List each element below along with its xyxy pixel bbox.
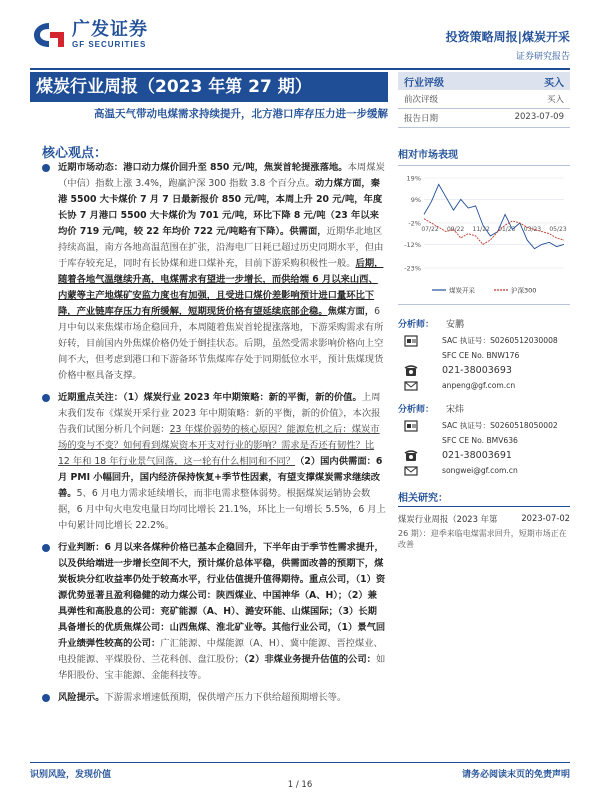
- sidebar: [398, 72, 570, 550]
- footer-slogan: 识别风险，发现价值: [30, 770, 112, 780]
- related-item-title[interactable]: 煤炭行业周报（2023 年第: [398, 514, 498, 524]
- paragraph-text: 供需面，: [289, 226, 327, 237]
- y-tick-label: -23%: [404, 264, 421, 273]
- series-line: [424, 219, 567, 245]
- logo-cn: 广发证券: [72, 19, 148, 40]
- phone-icon: [404, 364, 418, 378]
- report-title: 煤炭行业周报（2023 年第 27 期）: [36, 77, 312, 97]
- report-type: 投资策略周报|煤炭开采: [445, 30, 570, 44]
- prev-rating-label: 前次评级: [404, 95, 439, 105]
- main-content: [42, 160, 386, 712]
- related-title: 相关研究：: [398, 489, 570, 507]
- title-bar: [30, 72, 388, 102]
- paragraph-text: 风险提示。: [58, 692, 105, 703]
- core-view-paragraph: [42, 160, 386, 384]
- id-card-icon: [404, 419, 418, 433]
- analyst-phone: [398, 365, 570, 376]
- analyst-cert-text: SAC 执证号：S0260512030008: [442, 336, 558, 345]
- paragraph-text: 焦煤方面，: [327, 306, 375, 317]
- core-view-heading: 核心观点：: [42, 146, 108, 161]
- prev-rating-value: 买入: [546, 95, 564, 105]
- analyst-cert: [398, 335, 570, 346]
- x-tick-label: 05/23: [549, 226, 567, 233]
- id-card-icon: [404, 334, 418, 348]
- header-divider: [30, 68, 570, 70]
- analyst-email-text[interactable]: songwei@gf.com.cn: [442, 466, 518, 475]
- relative-performance-chart: [398, 165, 570, 305]
- analyst-ce: [398, 351, 570, 360]
- report-date-label: 报告日期: [404, 114, 439, 124]
- analyst-email[interactable]: [398, 381, 570, 390]
- paragraph-text: 23 年煤价弱势的核心原因？能源危机之后：煤炭市场的变与不变？如何看到煤炭资本开支对行业的影响？需求是否还有韧性？比 12 年和 18 年行业景气回落，这一轮有什么相同和不同？: [58, 424, 380, 467]
- logo-en: GF SECURITIES: [72, 40, 147, 49]
- analyst-card: [398, 402, 570, 475]
- x-tick-label: 11/22: [472, 226, 490, 233]
- y-tick-label: -2%: [408, 219, 421, 228]
- bullet-icon: [42, 694, 50, 702]
- paragraph-text: 6 月中旬以来焦煤市场企稳回升，本周随着焦炭首轮提涨落地，下游采购需求有所好转，目前国内外焦煤价格仍处于倒挂状态。后期，虽然受需求影响价格向上空间不大，但考虑到港口和下游备环节焦煤库存处于同期低位水平，预计焦煤现货价格中枢具备支撑。: [58, 306, 384, 381]
- core-view-paragraph: [42, 540, 386, 684]
- analyst-phone: [398, 450, 570, 461]
- analyst-email[interactable]: [398, 466, 570, 475]
- x-tick-label: 07/22: [421, 226, 439, 233]
- related-item[interactable]: [398, 513, 570, 525]
- company-logo: [30, 20, 148, 50]
- legend-label: 沪深300: [511, 286, 537, 295]
- x-tick-label: 09/22: [446, 226, 465, 233]
- y-tick-label: 9%: [410, 195, 421, 204]
- page-header: [0, 0, 600, 62]
- x-tick-label: 01/23: [498, 226, 516, 233]
- related-research: [398, 489, 570, 550]
- analyst-ce-text: SFC CE No. BMV636: [442, 436, 518, 445]
- paragraph-text: （2）非煤业务提升估值的公司：: [243, 654, 376, 665]
- rating-value: 买入: [544, 77, 564, 89]
- paragraph-text: 5、6 月电力需求延续增长，而非电需求整体弱势。根据煤炭运销协会数据，6 月中旬火电发电量日均同比增长 21.1%，环比上一旬增长 5.5%，6 月上中旬累计同比增长 22.2%。: [58, 488, 386, 531]
- email-icon: [404, 379, 418, 393]
- paragraph-text: （2）国内供需面：6 月 PMI 小幅回升，国内经济保持恢复+季节性因素，有望支撑煤炭需求继续改善。: [58, 456, 383, 499]
- analyst-cert: [398, 420, 570, 431]
- analyst-phone-text: 021-38003691: [442, 450, 512, 461]
- gf-logo-icon: [30, 20, 68, 50]
- analyst-phone-text: 021-38003693: [442, 365, 512, 376]
- analyst-ce: [398, 436, 570, 445]
- email-icon: [404, 464, 418, 478]
- analyst-list: [398, 317, 570, 475]
- analyst-name: 分析师： 宋炜: [398, 405, 465, 415]
- paragraph-text: 后期，随着各地气温继续升高，电煤需求有望进一步增长，而供给端 6 月以来山西、内蒙等主产地煤矿安监力度也有加强，且受进口煤价差影响预计进口量环比下降，产业链库存压力有所缓解，短期现货价格有望延续底部企稳。: [58, 258, 384, 317]
- bullet-icon: [42, 394, 50, 402]
- prev-rating-row: [398, 90, 570, 109]
- chart-svg: [398, 166, 570, 306]
- paragraph-text: 下游需求增速低预期，保供增产压力下供给超预期增长等。: [104, 692, 347, 703]
- chart-title: 相对市场表现: [398, 150, 458, 161]
- paragraph-text: 近期华北地区持续高温，南方各地高温范围在扩张，沿海电厂日耗已超过历史同期水平，但由于库存较充足，同时有长协煤和进口煤补充，目前下游采购积极性一般。: [58, 226, 384, 269]
- phone-icon: [404, 449, 418, 463]
- footer-divider: [30, 762, 570, 763]
- report-subtitle: 高温天气带动电煤需求持续提升，北方港口库存压力进一步缓解: [94, 108, 388, 120]
- related-item-date: 2023-07-02: [521, 513, 570, 523]
- legend-label: 煤炭开采: [449, 286, 475, 295]
- report-date-value: 2023-07-09: [514, 112, 564, 122]
- analyst-cert-text: SAC 执证号：S0260518050002: [442, 421, 558, 430]
- paragraph-text: 上周末我们发布《煤炭开采行业 2023 年中期策略：新的平衡，新的价值》，本次报告我们试图分析几个问题：: [58, 392, 381, 435]
- paragraph-text: 行业判断：6 月以来各煤种价格已基本企稳回升，下半年由于季节性需求提升，以及供给端进一步增长空间不大，预计煤价总体平稳，供需面改善的预期下，煤炭板块分红收益率仍处于较高水平，行业估值提升值得期待。重点公司，（1）资源优势显著且盈利稳健的动力煤公司：陕西煤业、中国神华（A、H）；（2）兼具弹性和高股息的公司：兖矿能源（A、H）、潞安环能、山煤国际；（3）长期具备增长的优质焦煤公司：山西焦煤、淮北矿业等。其他行业公司，（1）景气回升业绩弹性较高的公司：: [58, 542, 386, 649]
- analyst-name: 分析师： 安鹏: [398, 320, 465, 330]
- y-tick-label: -12%: [404, 240, 421, 249]
- x-tick-label: 03/23: [523, 226, 542, 233]
- analyst-email-text[interactable]: anpeng@gf.com.cn: [442, 381, 516, 390]
- paragraph-text: 近期市场动态：港口动力煤价回升至 850 元/吨，焦炭首轮提涨落地。: [58, 162, 348, 173]
- analyst-ce-text: SFC CE No. BNW176: [442, 351, 520, 360]
- analyst-card: [398, 317, 570, 390]
- report-subtype: 证券研究报告: [515, 52, 570, 62]
- series-line: [424, 184, 567, 248]
- footer-disclaimer: 请务必阅读末页的免责声明: [461, 770, 570, 780]
- bullet-icon: [42, 164, 50, 172]
- report-date-row: [398, 109, 570, 128]
- related-item-desc: 26 期）：迎季来临电煤需求回升，短期市场正在改善: [398, 529, 567, 549]
- core-view-paragraph: [42, 390, 386, 534]
- rating-header: [398, 72, 570, 90]
- paragraph-text: 动力煤方面，秦港 5500 大卡煤价 7 月 7 日最新报价 850 元/吨，本周上升 20 元/吨，年度长协 7 月港口 5500 大卡煤价为 701 元/吨，环比下降 8 元/吨（23 年以来均价 719 元/吨，较 22 年均价 722 元/吨略有下降）。: [58, 178, 383, 237]
- page-number: 1 / 16: [287, 780, 313, 790]
- bullet-icon: [42, 544, 50, 552]
- y-tick-label: 19%: [406, 174, 421, 183]
- paragraph-text: 广汇能源、中煤能源（A、H）、冀中能源、晋控煤业、电投能源、平煤股份、兰花科创、盘江股份；: [58, 638, 383, 665]
- paragraph-text: 近期重点关注：（1）煤炭行业 2023 年中期策略：新的平衡，新的价值。: [58, 392, 362, 403]
- core-view-paragraph: [42, 690, 386, 706]
- paragraph-text: 本周煤炭（中信）指数上涨 3.4%，跑赢沪深 300 指数 3.8 个百分点。: [58, 162, 385, 189]
- rating-label: 行业评级: [404, 77, 444, 89]
- paragraph-text: 如华阳股份、宝丰能源、金能科技等。: [58, 654, 386, 681]
